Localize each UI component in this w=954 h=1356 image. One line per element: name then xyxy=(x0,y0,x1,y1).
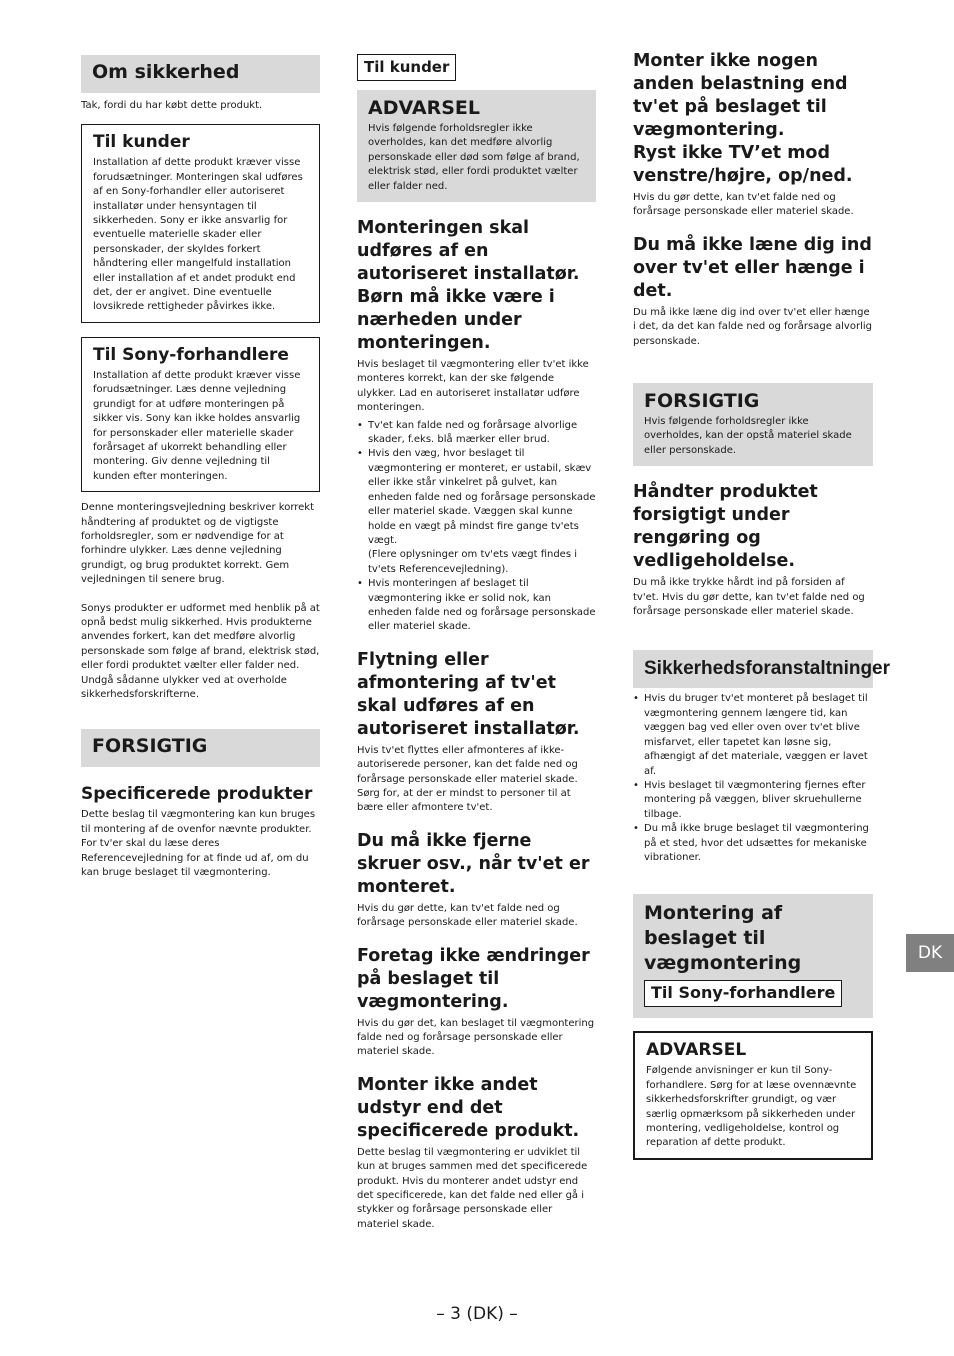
forsigtig-box xyxy=(633,383,873,466)
list-item: • Hvis du bruger tv'et monteret på beslaget til vægmontering gennem længere tid, kan væggen bag ved eller oven over tv'et blive misfarvet, eller tapetet kan løsne sig, afhængigt af det materiale, væggen er lavet af. xyxy=(633,692,873,778)
box-title: ADVARSEL xyxy=(646,1040,747,1061)
box-body: Hvis følgende forholdsregler ikke overholdes, kan der opstå materiel skade eller personskade. xyxy=(644,416,852,456)
paragraph: Denne monteringsvejledning beskriver korrekt håndtering af produktet og de vigtigste forholdsregler, som er nødvendige for at forhindre ulykker. Læs denne vejledning grundigt, og brug produktet korrekt. Gem vejledningen til senere brug. xyxy=(81,502,315,586)
list-item: • Hvis den væg, hvor beslaget til vægmontering er monteret, er ustabil, skæv eller ikke står vinkelret på gulvet, kan enheden falde ned og forårsage personskade eller materiel skade. Væggen skal kunne holde en vægt på mindst fire gange tv'ets vægt. (Flere oplysninger om tv'ets vægt findes i tv'ets Referencevejledning). xyxy=(357,447,596,577)
box-body: Følgende anvisninger er kun til Sony-forhandlere. Sørg for at læse ovennævnte sikkerhedsforskrifter grundigt, og vær særlig opmærksom på sikkerheden under montering, vedligeholdelse, kontrol og reparation af dette produkt. xyxy=(646,1065,857,1149)
section-header-forsigtig xyxy=(81,729,320,767)
column-middle xyxy=(357,54,596,1232)
heading-laene: Du må ikke læne dig ind over tv'et eller hænge i det. xyxy=(633,234,872,301)
paragraph: Hvis du gør dette, kan tv'et falde ned og forårsage personskade eller materiel skade. xyxy=(633,192,854,218)
heading-aendringer: Foretag ikke ændringer på beslaget til vægmontering. xyxy=(357,945,590,1012)
heading-specificerede-produkter: Specificerede produkter xyxy=(81,784,313,805)
paragraph: Du må ikke trykke hårdt ind på forsiden af tv'et. Hvis du gør dette, kan tv'et falde ned og forårsage personskade eller materiel skade. xyxy=(633,577,865,618)
precaution-list xyxy=(633,692,873,865)
box-body: Installation af dette produkt kræver visse forudsætninger. Læs denne vejledning grundigt for at udføre monteringen på sikker vis. Sony kan ikke holdes ansvarlig for personskader eller materielle skader forårsaget af ukorrekt behandling eller montering. Giv denne vejledning til kunden efter monteringen. xyxy=(93,369,301,482)
paragraph: Dette beslag til vægmontering kan kun bruges til montering af de ovenfor nævnte produkter. For tv'er skal du læse deres Referencevejledning for at finde ud af, om du kan bruge beslaget til vægmontering. xyxy=(81,809,316,879)
intro-text: Tak, fordi du har købt dette produkt. xyxy=(81,100,263,111)
paragraph: Hvis tv'et flyttes eller afmonteres af ikke-autoriserede personer, kan det falde ned og forårsage personskade eller materiel skade. Sørg for, at der er mindst to personer til at bære eller afmontere tv'et. xyxy=(357,744,578,814)
warning-list xyxy=(357,419,596,635)
section-header-sikkerhedsforanstaltninger xyxy=(633,650,891,688)
section-title: FORSIGTIG xyxy=(644,390,760,413)
til-kunder-box xyxy=(81,124,320,322)
box-body: Hvis følgende forholdsregler ikke overholdes, kan det medføre alvorlig personskade eller død som følge af brand, elektrisk stød, eller fordi produktet vælter eller falder ned. xyxy=(368,123,580,192)
heading-haandter: Håndter produktet forsigtigt under rengøring og vedligeholdelse. xyxy=(633,482,818,572)
paragraph: Du må ikke læne dig ind over tv'et eller hænge i det, da det kan falde ned og forårsage alvorlig personskade. xyxy=(633,306,872,347)
list-item: • Du må ikke bruge beslaget til vægmontering på et sted, hvor det udsættes for mekaniske vibrationer. xyxy=(633,822,873,865)
box-title: Til Sony-forhandlere xyxy=(93,344,289,365)
paragraph: Sonys produkter er udformet med henblik på at opnå bedst mulig sikkerhed. Hvis produkterne anvendes forkert, kan det medføre alvorlig personskade som følge af brand, elektrisk stød, eller fordi produktet vælter eller falder ned. Undgå sådanne ulykker ved at overholde sikkerhedsforskrifterne. xyxy=(81,602,320,700)
heading-skruer: Du må ikke fjerne skruer osv., når tv'et er monteret. xyxy=(357,830,590,897)
section-title: ADVARSEL xyxy=(368,97,480,119)
language-tab: DK xyxy=(906,934,954,972)
heading-andet-udstyr: Monter ikke andet udstyr end det specificerede produkt. xyxy=(357,1074,580,1141)
box-title: Til kunder xyxy=(93,132,190,153)
section-title: FORSIGTIG xyxy=(92,735,208,758)
list-item: • Tv'et kan falde ned og forårsage alvorlige skader, f.eks. blå mærker eller brud. xyxy=(357,419,596,448)
list-item: • Hvis monteringen af beslaget til vægmontering ikke er solid nok, kan enheden falde ned og forårsage personskade eller materiel skade. xyxy=(357,577,596,635)
paragraph: Hvis du gør dette, kan tv'et falde ned og forårsage personskade eller materiel skade. xyxy=(357,902,578,929)
section-title: Montering af beslaget til vægmontering xyxy=(644,902,802,975)
column-right xyxy=(633,50,891,1160)
paragraph: Hvis du gør det, kan beslaget til vægmontering falde ned og forårsage personskade eller materiel skade. xyxy=(357,1017,595,1058)
til-sony-forhandlere-tag: Til Sony-forhandlere xyxy=(644,980,842,1007)
paragraph: Hvis beslaget til vægmontering eller tv'et ikke monteres korrekt, kan der ske følgende ulykker. Lad en autoriseret installatør udføre monteringen. xyxy=(357,359,589,414)
section-title: Om sikkerhed xyxy=(92,61,240,83)
page-number: – 3 (DK) – xyxy=(436,1304,518,1324)
box-body: Installation af dette produkt kræver visse forudsætninger. Monteringen skal udføres af en Sony-forhandler eller autoriseret installatør under hensyntagen til sikkerheden. Sony er ikke ansvarlig for eventuelle materielle skader eller personskader, der skyldes forkert håndtering eller mangelfuld installation eller installation af et andet produkt end det, der er angivet. Dine eventuelle lovsikrede rettigheder påvirkes ikke. xyxy=(93,157,303,313)
section-title: Sikkerhedsforanstaltninger xyxy=(644,658,891,680)
paragraph: Dette beslag til vægmontering er udviklet til kun at bruges sammen med det specificerede produkt. Hvis du monterer andet udstyr end det specificerede, kan det falde ned eller gå i stykker og forårsage personskade eller materiel skade. xyxy=(357,1146,588,1230)
section-header-montering xyxy=(633,894,873,1018)
section-header-om-sikkerhed xyxy=(81,55,320,93)
til-kunder-tag: Til kunder xyxy=(357,54,456,81)
heading-flytning: Flytning eller afmontering af tv'et skal udføres af en autoriseret installatør. xyxy=(357,649,580,739)
heading-montering-autoriseret: Monteringen skal udføres af en autoriseret installatør. Børn må ikke være i nærheden under monteringen. xyxy=(357,218,580,354)
advarsel-box xyxy=(357,90,596,202)
til-sony-forhandlere-box xyxy=(81,337,320,492)
advarsel-forhandlere-box xyxy=(633,1031,873,1159)
heading-anden-belastning: Monter ikke nogen anden belastning end tv'et på beslaget til vægmontering. Ryst ikke TV’et mod venstre/højre, op/ned. xyxy=(633,51,853,186)
column-left xyxy=(81,55,320,880)
list-item: • Hvis beslaget til vægmontering fjernes efter montering på væggen, bliver skruehullerne tilbage. xyxy=(633,779,873,822)
